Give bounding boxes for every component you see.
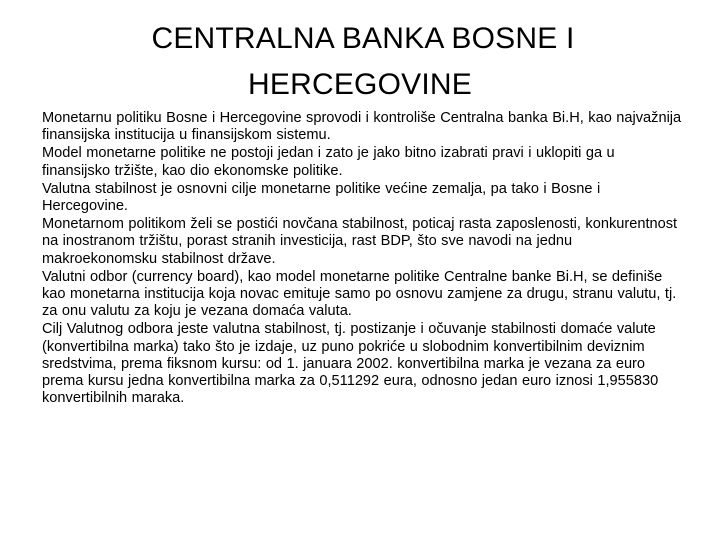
paragraph-currency-board-goal: Cilj Valutnog odbora jeste valutna stabilnost, tj. postizanje i očuvanje stabilnosti domaće valute (konvertibilna marka) tako što je izdaje, uz puno pokriće u slobodnim konvertibilnim deviznim sredstvima, prema fiksnom kursu: od 1. januara 2002. konvertibilna marka je vezana za euro prema kursu jedna konvertibilna marka za 0,511292 eura, odnosno jedan euro iznosi 1,955830 konvertibilnih maraka. (42, 321, 659, 407)
title-line-1: CENTRALNA BANKA BOSNE I (151, 22, 575, 55)
paragraph-monetary-policy: Monetarnu politiku Bosne i Hercegovine sprovodi i kontroliše Centralna banka Bi.H, kao najvažnija finansijska institucija u finansijskom sistemu. (42, 110, 682, 144)
slide-body (42, 110, 682, 408)
paragraph-policy-model: Model monetarne politike ne postoji jedan i zato je jako bitno izabrati pravi i uklopiti ga u finansijsko tržište, kao dio ekonomske politike. (42, 145, 615, 179)
paragraph-currency-stability: Valutna stabilnost je osnovni cilje monetarne politike većine zemalja, pa tako i Bosne i Hercegovine. (42, 180, 601, 215)
slide-title (0, 16, 720, 108)
title-line-2: HERCEGOVINE (248, 68, 472, 101)
paragraph-policy-goals: Monetarnom politikom želi se postići novčana stabilnost, poticaj rasta zaposlenosti, konkurentnost na inostranom tržištu, porast stranih investicija, rast BDP, što sve navodi na jednu makroekonomsku stabilnost države. (42, 216, 678, 267)
paragraph-currency-board: Valutni odbor (currency board), kao model monetarne politike Centralne banke Bi.H, se definiše kao monetarna institucija koja novac emituje samo po osnovu zamjene za drugu, stranu valutu, tj. za onu valutu za koju je vezana domaća valuta. (42, 268, 677, 320)
